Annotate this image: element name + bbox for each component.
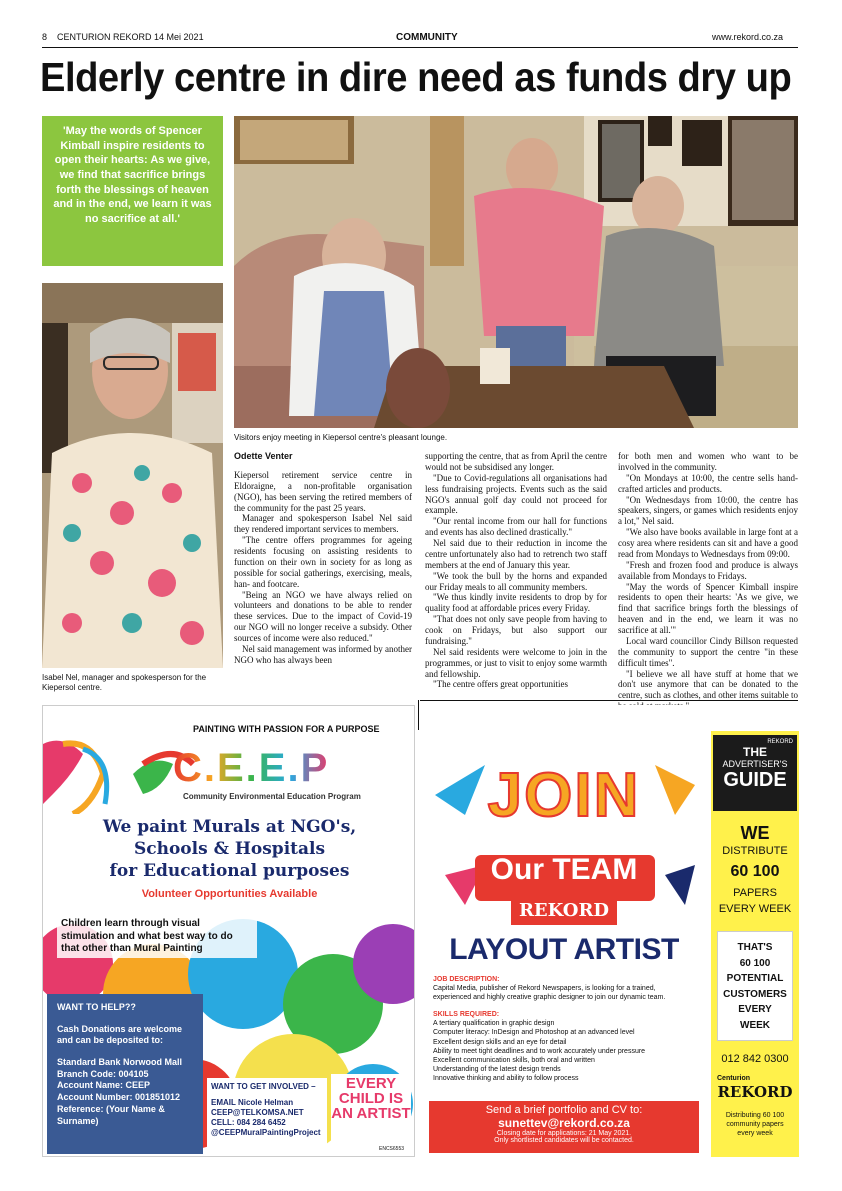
ceep-learn-text: Children learn through visual stimulation and what best way to do that other than Mural Painting [57, 916, 257, 958]
ceep-bank-line: Account Number: 001851012 [57, 1092, 181, 1103]
guide-num2: 60 100 [739, 957, 771, 969]
masthead-rule [42, 47, 798, 48]
ceep-involved-panel [207, 1078, 327, 1154]
application-panel [429, 1101, 699, 1153]
paragraph: Kiepersol retirement service centre in Eldoraigne, a non-profitable organisation (NGO), has been serving the retired members of the community for the past 25 years. [234, 469, 412, 513]
join-heading: JOIN [487, 761, 641, 830]
guide-we: WE [740, 823, 770, 843]
guide-the: THE [743, 745, 767, 759]
shortlist-note: Only shortlisted candidates will be contacted. [494, 1137, 634, 1144]
cta-text: Send a brief portfolio and CV to: [485, 1104, 643, 1116]
guide-customers: CUSTOMERS [723, 988, 787, 1000]
guide-every-week: EVERY WEEK [718, 903, 792, 915]
ceep-contact-line: CELL: 084 284 6452 [211, 1118, 286, 1127]
lounge-photo-illustration [234, 116, 798, 428]
ceep-logo-text: C.E.E.P [173, 746, 330, 790]
paragraph: "We also have books available in large font at a cosy area where residents can sit and have a good read from Mondays to Wednesdays from 09:00. [618, 527, 798, 559]
ceep-headline-line-1: We paint Murals at NGO's, [102, 817, 357, 837]
ceep-headline-line-3: for Educational purposes [109, 861, 350, 882]
paragraph: "On Mondays at 10:00, the centre sells hand-crafted articles and products. [618, 472, 798, 494]
guide-potential: POTENTIAL [726, 973, 784, 984]
paragraph: "That does not only save people from having to cook on Fridays, but also support our fundraising." [425, 614, 607, 646]
guide-phone[interactable]: 012 842 0300 [721, 1053, 789, 1065]
skill-item: Excellent design skills and an eye for detail [433, 1038, 567, 1046]
article-end-rule [420, 700, 798, 701]
skill-item: Computer literacy: InDesign and Photoshop at an advanced level [433, 1029, 635, 1037]
ceep-contact-line: CEEP@TELKOMSA.NET [211, 1108, 304, 1117]
ceep-advertisement [42, 705, 415, 1157]
side-photo-caption: Isabel Nel, manager and spokesperson for the Kiepersol centre. [42, 673, 207, 693]
byline: Odette Venter [234, 451, 293, 461]
paragraph: Local ward councillor Cindy Billson requested the community to support the centre "in these difficult times". [618, 635, 798, 668]
article-headline: Elderly centre in dire need as funds dry up [40, 54, 792, 100]
job-description [433, 975, 695, 1083]
guide-customers-panel [717, 931, 793, 1041]
paragraph: "We thus kindly invite residents to drop by for quality food at affordable prices every Friday. [425, 592, 607, 614]
skill-item: Innovative thinking and ability to follow process [433, 1074, 579, 1082]
article-column-1 [234, 451, 412, 666]
article-end-rule-vertical [418, 700, 419, 730]
article-column-2 [425, 451, 607, 690]
role-title: LAYOUT ARTIST [449, 933, 679, 966]
paragraph: "Being an NGO we have always relied on volunteers and donations to be able to render these services. Due to the impact of Covid-19 our NGO will no longer receive a subsidy. Other sources of income were also reduced." [234, 589, 412, 643]
paragraph: "We took the bull by the horns and expanded our Friday meals to all community members. [425, 570, 607, 592]
ceep-help-title: WANT TO HELP?? [57, 1002, 136, 1012]
paragraph: "The centre offers programmes for ageing residents focusing on assisting residents to function on their own in society for as long as possible for social gatherings, exercising, meals, han- and footcare. [234, 535, 412, 589]
application-email[interactable]: sunettev@rekord.co.za [498, 1116, 630, 1130]
rekord-logo: REKORD [511, 897, 617, 925]
ceep-help-donate: Cash Donations are welcome and can be deposited to: [57, 1023, 183, 1046]
section-label: COMMUNITY [396, 32, 458, 43]
skills-title: SKILLS REQUIRED: [433, 1011, 500, 1019]
guide-rekord-logo: REKORD [717, 1083, 793, 1101]
paragraph: "On Wednesdays from 10:00, the centre has speakers, singers, or games which residents enjoy a lot," Nel said. [618, 494, 798, 527]
skill-item: A tertiary qualification in graphic design [433, 1020, 555, 1028]
guide-every: EVERY [738, 1004, 772, 1015]
guide-advertisers: ADVERTISER'S [722, 759, 788, 769]
job-desc-body: Capital Media, publisher of Rekord Newspapers, is looking for a trained, experienced and highly creative graphic designer to join our dynamic team. [433, 985, 666, 1002]
paragraph: Nel said residents were welcome to join in the programmes, or just to visit to enjoy some warmth and fellowship. [425, 646, 607, 679]
guide-guide: GUIDE [723, 769, 787, 791]
skill-item: Understanding of the latest design trends [433, 1065, 561, 1073]
paragraph: "May the words of Spencer Kimball inspire residents to open their hearts: 'As we give, we find that sacrifice brings forth the blessings of heaven and in the end, we learn it was no sacrifice at all.'" [618, 581, 798, 635]
pull-quote: 'May the words of Spencer Kimball inspire residents to open their hearts: As we give, we find that sacrifice brings forth the blessings of heaven and in the end, we learn it was no sacrifice at all.' [42, 116, 223, 266]
skill-item: Excellent communication skills, both oral and written [433, 1056, 595, 1064]
guide-thats: THAT'S [737, 942, 773, 953]
article-column-3 [618, 451, 798, 712]
guide-centurion: Centurion [717, 1075, 751, 1082]
guide-header [713, 735, 797, 811]
ceep-volunteer: Volunteer Opportunities Available [141, 888, 318, 900]
ceep-involved-title: WANT TO GET INVOLVED – [211, 1082, 316, 1091]
ceep-headline-line-2: Schools & Hospitals [133, 839, 326, 860]
ceep-headline [43, 816, 415, 882]
guide-week: WEEK [740, 1019, 770, 1031]
paragraph: "Our rental income from our hall for functions and events has also declined drastically." [425, 516, 607, 538]
guide-papers: PAPERS [733, 887, 777, 899]
ceep-contact-line: EMAIL Nicole Helman [211, 1098, 294, 1107]
guide-rekord: REKORD [767, 739, 793, 745]
paragraph: Nel said management was informed by another NGO who has always been [234, 643, 412, 665]
guide-distribute: DISTRIBUTE [722, 845, 788, 857]
publication-date: CENTURION REKORD 14 Mei 2021 [57, 32, 204, 42]
ceep-logo-subtitle: Community Environmental Education Program [183, 792, 361, 801]
page-number: 8 [42, 32, 48, 42]
ceep-logo [173, 746, 329, 791]
paragraph: "I believe we all have stuff at home that we don't use anymore that can be donated to the centre, such as clothes, and other items suitable to [618, 668, 798, 701]
our-team-heading: Our TEAM [490, 853, 638, 886]
advertisers-guide-advertisement [711, 731, 799, 1157]
ceep-help-panel [47, 994, 203, 1154]
paragraph: for both men and women who want to be involved in the community. [618, 451, 798, 472]
page-number-publication [42, 32, 204, 42]
ceep-tagline: PAINTING WITH PASSION FOR A PURPOSE [193, 724, 380, 734]
isabel-nel-illustration [42, 283, 223, 668]
closing-date: Closing date for applications: 21 May 2021. [496, 1130, 632, 1137]
website-link[interactable]: www.rekord.co.za [712, 32, 784, 42]
guide-distributing: Distributing 60 100 community papers every week [725, 1112, 785, 1138]
paragraph: Nel said due to their reduction in income the centre unfortunately also had to retrench two staff members at the end of January this year. [425, 538, 607, 570]
ceep-bank-line: Standard Bank Norwood Mall [57, 1057, 183, 1068]
join-team-advertisement [425, 705, 703, 1157]
paragraph: supporting the centre, that as from April the centre would not be subsidised any longer. [425, 451, 607, 472]
skill-item: Ability to meet tight deadlines and to work accurately under pressure [433, 1047, 646, 1055]
ceep-bank-line: Account Name: CEEP [57, 1080, 151, 1091]
paragraph: "Due to Covid-regulations all organisations had less fundraising projects. Events such as the said NGO's annual golf day could not proceed for example. [425, 472, 607, 516]
paragraph: Manager and spokesperson Isabel Nel said they rendered important services to members. [234, 513, 412, 535]
ceep-ad-reference: ENCS6553 [379, 1146, 405, 1152]
main-photo-caption: Visitors enjoy meeting in Kiepersol centre's pleasant lounge. [234, 433, 448, 442]
ceep-bank-line: Branch Code: 004105 [57, 1068, 149, 1079]
guide-number: 60 100 [730, 863, 780, 880]
ceep-bank-line: Reference: (Your Name & Surname) [57, 1103, 165, 1126]
ceep-contact-line: @CEEPMuralPaintingProject [211, 1128, 321, 1137]
isabel-nel-photo [42, 283, 223, 668]
every-child-artist: EVERY CHILD IS AN ARTIST [331, 1074, 411, 1144]
paragraph: "Fresh and frozen food and produce is always available from Mondays to Fridays. [618, 559, 798, 581]
paragraph: "The centre offers great opportunities [433, 679, 568, 690]
job-desc-title: JOB DESCRIPTION: [433, 976, 500, 983]
lounge-photo [234, 116, 798, 428]
